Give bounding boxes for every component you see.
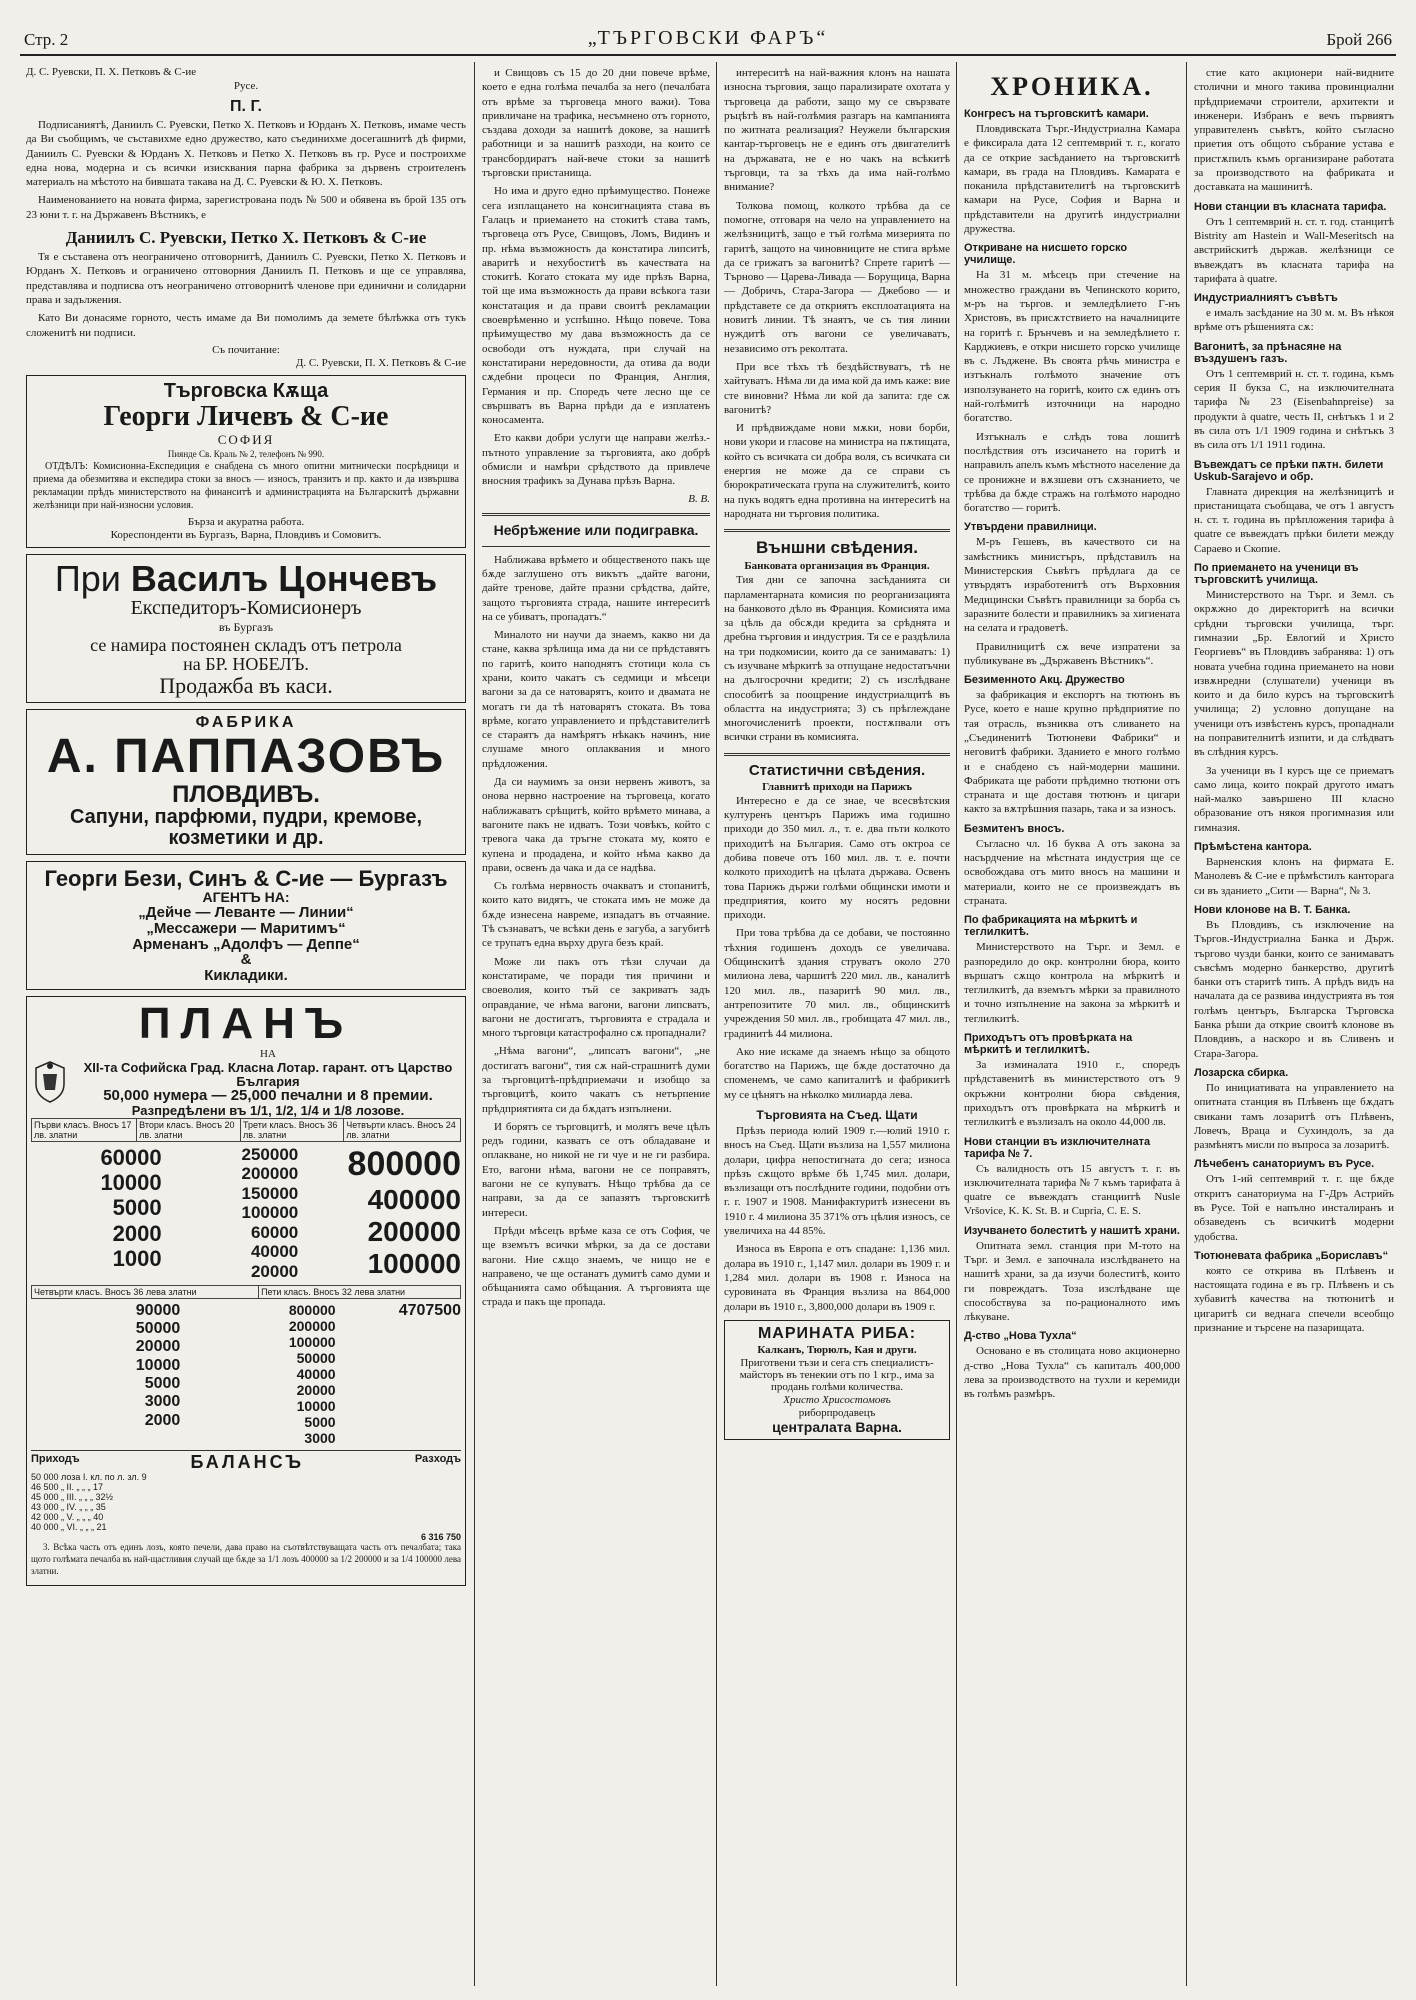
news-heading: Безмитенъ вносъ. [964, 822, 1065, 835]
ad-fish-signature: Христо Хрисостомовъ [783, 1393, 891, 1406]
article-paragraph: При все тѣхъ тѣ бездѣйствуватъ, тѣ не хайтуватъ. Нѣма ли да има кой да имъ каже: вие сте виновни? Нѣма ли кой да запита: где сѫ вагонитѣ? [724, 360, 950, 416]
news-paragraph: Отъ 1 септемврий н. ст. т. година, къмъ серия II букза С, на изключителната тарифа № 23 (Eisenbahnpreise) за продукти à quatre, честь II, снѣтъкъ 1 и 2 въ сила отъ 1/1 1909 година и снѣтъкъ 3 въ сила отъ 1/1 1911 година. [1194, 367, 1394, 452]
lottery-plan [26, 996, 466, 1586]
section-heading: Външни свѣдения. [755, 538, 918, 558]
plan-prize: 400000 [367, 1183, 461, 1215]
news-paragraph: която се открива въ Плѣвенъ и настоящата година е въ гр. Плѣвенъ и съ хубавитѣ качества на тютюнитѣ и цигаритѣ си веднага спечели всеобщо признание и търсене на пазарищата. [1194, 1264, 1394, 1335]
plan-class-cell: Първи класъ. Вносъ 17 лв. златни [32, 1118, 137, 1141]
news-paragraph: По инициативата на управлението на опитната станция въ Плѣвенъ ще бѫдатъ свикани тамъ лозаритѣ отъ Плѣвенъ, Ловечъ, Враца и Сухиндолъ, за да размѣнятъ мисли по въпроса за лозаритѣ. [1194, 1081, 1394, 1152]
plan-prize: 100000 [367, 1248, 461, 1280]
ad-bezi-line: Кикладики. [204, 967, 288, 985]
plan-prize: 20000 [135, 1338, 181, 1356]
news-heading: По приемането на ученици въ търговскитѣ училища. [1194, 562, 1359, 587]
section-divider [482, 546, 710, 547]
news-paragraph: Варненския клонъ на фирмата Е. Манолевъ & С-ие е прѣмѣстилъ канторага си въ зданието „Сити — Варна“, № 3. [1194, 856, 1394, 897]
article-paragraph: „Нѣма вагони“, „липсатъ вагони“, „не достигатъ вагони“, тия сѫ най-страшнитѣ думи за търговцитѣ-прѣдприемачи и изобщо за търговцитѣ, които чакатъ съ нетърпение прѣдприятията си да бѫдатъ изпълнени. [482, 1045, 710, 1115]
balance-row: 43 000 „ IV. „ „ „ 35 [31, 1502, 106, 1513]
plan-prize: 2000 [112, 1220, 162, 1246]
notice-from: Д. С. Руевски, П. Х. Петковъ & С-ие [26, 66, 197, 78]
news-paragraph: Съгласно чл. 16 буква А отъ закона за насърдчение на мѣстната индустрия ще се освобождава отъ мито вносъ на машини и материали, които не се произвеждатъ въ страната. [964, 837, 1180, 907]
article-paragraph: Интересно е да се знае, че всесвѣтския културенъ центъръ Парижъ има годишно приходи до 350 мил. л., т. е. два пъти колкото приходитѣ на България. Само отъ октроа се добива повече отъ 160 мил. лв. т. е. почти колкото приходитѣ на цѣлата държава. Освенъ това Парижъ държи голѣми общински имоти и предприятия, които му носятъ редовни приходи. [724, 794, 950, 922]
ad-tsonchev [26, 554, 466, 703]
plan-prize: 10000 [135, 1356, 181, 1374]
plan-prize: 40000 [250, 1242, 299, 1262]
article-paragraph: Да си наумимъ за онзи нервенъ животъ, за онова нервно настроение на търговеца, когато наближаватъ срѣщитѣ, който врѣмето минава, а вагоните пакъ не идватъ. Този човѣкъ, който с тревога чака да тръгне стоката му, която е купена и продадена, и който нѣма какво да прави, освенъ да чака и да се надѣва. [482, 776, 710, 874]
plan-prize: 5000 [112, 1195, 162, 1221]
news-paragraph: М-ръ Гешевъ, въ качеството си на замѣстникъ министъръ, прѣдставилъ на Министерския Съвѣтъ прѣдлага да се утвърдятъ изработенитѣ отъ Върховния Медицински Съвѣтъ правилници за борба съ заразните болести и правилникъ за хигиената на селата и градоветѣ. [964, 536, 1180, 635]
plan-prize: 20000 [250, 1261, 299, 1281]
news-paragraph: За ученици въ I курсъ ще се приематъ само лица, които покрай другото иматъ най-малко завършено III класно образование отъ някоя прогимназия или гимназия. [1194, 764, 1394, 834]
article-paragraph: Съ голѣма нервность очакватъ и стопанитѣ, които като видятъ, че стоката имъ не може да бѫде изнесена навреме, изпадатъ въ отчаяние. Тѣ съзнаватъ, че всѣки день е загуба, а загубитѣ се трупатъ една върху друга безъ край. [482, 880, 710, 950]
ad-tsonchev-city: въ Бургазъ [218, 620, 274, 635]
plan-line3: Разпредѣлени въ 1/1, 1/2, 1/4 и 1/8 лозове. [131, 1103, 405, 1119]
news-paragraph: Отъ 1-ий септемврий т. г. ще бѫде откритъ санаториума на Г-Дръ Астрийъ въ Русе. Той е напълно инсталиранъ и обзаведенъ съ всичкитѣ модерни удобства. [1194, 1173, 1394, 1243]
ad-tsonchev-text2: на БР. НОБЕЛЪ. [183, 653, 309, 674]
page-header [20, 24, 1396, 56]
news-heading: Утвърдени правилници. [964, 521, 1097, 534]
news-heading: Нови станции въ класната тарифа. [1194, 200, 1387, 213]
ad-pappazov-name: А. ПАППАЗОВЪ [46, 729, 446, 783]
article-subheading: Банковата организация въ Франция. [744, 560, 930, 573]
news-paragraph: Пловдивската Търг.-Индустриална Камара е фиксирала дата 12 септемврий т. г., когато да се открие засѣданието на търговскитѣ камари, въ града на Пловдивъ. Камарата е поканила прѣдставителитѣ на търговскитѣ камари на Русе, София и Варна и прѣдставители на другитѣ индустриални дружества. [964, 123, 1180, 236]
chronicle-title: ХРОНИКА. [990, 72, 1154, 101]
ad-fish-line: Приготвени тъзи и сега стъ специалистъ-майсторъ въ тенекии отъ по 1 кгр., има за продань голѣми количества. [739, 1356, 935, 1393]
news-heading: Изучването болеститѣ у нашитѣ храни. [964, 1224, 1180, 1237]
column-5 [1194, 66, 1394, 1986]
ad-tsonchev-role: Експедиторъ-Комисионеръ [130, 597, 362, 620]
balance-row: 42 000 „ V. „ „ „ 40 [31, 1512, 104, 1523]
plan-top-prize: 800000 [347, 1144, 461, 1183]
notice-place: Русе. [233, 80, 259, 92]
plan-class-cell: Четвърти класъ. Вносъ 24 лв. златни [344, 1118, 461, 1141]
plan-prize: 3000 [144, 1393, 181, 1411]
article-paragraph: Прѣди мѣсецъ врѣме каза се отъ София, че ще вземътъ всички мѣрки, за да се достави вагони. Ние сѫщо знаемъ, че нищо не е направено, че ще останатъ думитѣ само думи и обѣщанията само обѣщания. А търговията ще страда и пакъ ще пропада. [482, 1224, 710, 1309]
balance-income-label: Приходъ [31, 1453, 80, 1466]
balance-row: 46 500 „ II. „ „ „ 17 [31, 1482, 104, 1493]
plan-class-table [31, 1118, 461, 1142]
ad-fish-line: централата Варна. [772, 1418, 902, 1435]
plan-prize: 10000 [100, 1169, 162, 1195]
column-rule [956, 62, 957, 1986]
news-heading: Прѣмѣстена кантора. [1194, 841, 1312, 854]
ad-tsonchev-pri: При [54, 558, 121, 600]
news-heading: Лѣчебенъ санаториумъ въ Русе. [1194, 1158, 1375, 1171]
article-paragraph: Но има и друго едно прѣимущество. Понеже сега изплащането на консигнацията става въ Галацъ и приемането на стокитѣ става тамъ, търговеца отъ Русе, Свищовъ, Ломъ, Видинъ и пр. нѣма възможность да констатира липситѣ, аваритѣ и нехубоститѣ въ качествата на стокитѣ. Когато стоката му иде прѣзъ Варна, той ще има възможность да прави всѣкога тази констатация и да прави своитѣ рекламации своеврѣменно и успѣшно. Нѣщо повече. Това прѣимущество му дава възможность да се освободи отъ нуждата, при случай на констатирани нередовности, да отива да води сѫдебни процеси по Франция, Англия, Германия и пр. Споредъ чете лесно ще се свършватъ въ Варна прѣди да е изплатенъ коносамента. [482, 185, 710, 427]
section-heading: Статистични свѣдения. [748, 761, 926, 779]
news-paragraph: Въ Пловдивъ, съ изключение на Търгов.-Индустриална Банка и Държ. търгово чузди банки, които се занимаватъ съвсѣмъ модерно банкерство, другитѣ банки отъ старитѣ типъ. А прѣдъ видъ на началата да се развива индустрията въ тоя голѣмъ центъръ, Българска Търговска Банка рѣши да открие своитѣ клонове въ Пловдивъ, а наскоро и въ Сливенъ и Стара-Загора. [1194, 918, 1394, 1060]
notice-heading: П. Г. [230, 98, 262, 115]
ad-tsonchev-sale: Продажба въ каси. [159, 672, 333, 698]
news-heading: Лозарска сбирка. [1194, 1066, 1289, 1079]
news-heading: Конгресъ на търговскитѣ камари. [964, 108, 1149, 120]
section-divider [482, 513, 710, 516]
plan-class-cell: Пети класъ. Вносъ 32 лева златни [259, 1285, 461, 1298]
section-divider [724, 753, 950, 756]
section-divider [724, 529, 950, 532]
article-paragraph: Ако ние искаме да знаемъ нѣщо за общото богатство на Парижъ, ще бѫде достаточно да споменемъ, че само капиталитѣ и фабрикитѣ му се цѣнятъ на нѣколко милиарда лева. [724, 1045, 950, 1101]
news-heading: Индустриалниятъ съвѣтъ [1194, 292, 1338, 305]
ad-pappazov-label: ФАБРИКА [195, 713, 297, 731]
ad-bezi-line: „Дейче — Леванте — Линии“ [138, 904, 354, 922]
plan-line1: XII-та Софийска Град. Класна Лотар. гарант. отъ Царство България [83, 1060, 453, 1089]
ad-fish-line: Калканъ, Тюрюлъ, Кая и други. [757, 1343, 917, 1356]
article-subheading: Главнитѣ приходи на Парижъ [762, 780, 912, 793]
plan-prize: 50000 [296, 1349, 336, 1366]
page-number: Стр. 2 [24, 30, 69, 49]
article-signature: В. В. [688, 492, 710, 505]
ad-lichev-address: Пиянде Св. Краль № 2, телефонъ № 990. [167, 449, 325, 460]
issue-number: Брой 266 [1326, 30, 1392, 49]
news-heading: Безименното Акц. Дружество [964, 674, 1125, 687]
ad-fish-title: МАРИНАТА РИБА: [757, 1324, 917, 1342]
plan-total: 4707500 [398, 1301, 461, 1319]
ad-bezi [26, 861, 466, 990]
plan-prize: 250000 [241, 1144, 299, 1164]
news-paragraph: За изминалата 1910 г., споредъ прѣдставенитѣ въ министерството отъ 9 окръжни контролни бюра свѣдения, приходътъ отъ провѣрката на мѣркитѣ и теглилкитѣ е възлизалъ на около 44,000 лв. [964, 1059, 1180, 1129]
plan-line2: 50,000 нумера — 25,000 печални и 8 премии. [103, 1087, 433, 1105]
notice-paragraph: Тя е съставена отъ неограничено отговорнитѣ, Даниилъ С. Руевски, Петко Х. Петковъ и Юрданъ Х. Петковъ и ограничено отговорния Даниилъ П. Петковъ и ще се управлява, представлява и подписва отъ неограничено отговорнитѣ членове при единични и солидарни права и задължения. [26, 251, 466, 306]
news-paragraph: за фабрикация и експортъ на тютюнъ въ Русе, което е наше крупно прѣдприятие по тая отрасль, възниква отъ сливането на „Съединенитѣ Тютюневи Фабрики“ и неговитѣ фабрики. Зданието е много голѣмо и е снабдено съ най-модерни машини. Фабриката ще работи прѣдимно тютюни отъ страната и ще доставя тютюнъ и цигари както за вѫтрѣшния пазарь, така и за износъ. [964, 689, 1180, 816]
coat-of-arms-icon [31, 1060, 69, 1104]
newspaper-title: „ТЪРГОВСКИ ФАРЪ“ [587, 27, 829, 49]
column-rule [474, 62, 475, 1986]
article-paragraph: Миналото ни научи да знаемъ, какво ни да стане, каква зрѣлища има да ни се прѣдставятъ по гаритѣ, които наподнятъ стотици кола съ храни, които чакатъ съ седмици и мѣсеци вагони за да се натоварятъ, които и двамата не могатъ ги да тѣ натоварятъ стоката. Въ това врѣме, когато управлението и прѣдставителитѣ се стараятъ да намѣрятъ нѣкакъ начинъ, ние слушаме много оплаквания и много прѣдложения. [482, 629, 710, 770]
column-2 [482, 66, 710, 1986]
article-paragraph: Прѣзъ периода юлий 1909 г.—юлий 1910 г. вносъ на Съед. Щати възлиза на 1,557 милиона долари, цифра непостигната до сега; износа прѣзъ сѫщото врѣме бѣ 1,745 мил. долари, възлизащи отъ послѣдните години, подобни отъ г. г. 1907 и 1908. Манифактуритѣ изнесени въ 1910 г. 4 милиона 35 371% отъ цѣлия износъ, се увеличиха на 44 85%. [724, 1125, 950, 1238]
news-paragraph: е ималъ засѣдание на 30 м. м. Въ нѣкоя врѣме отъ рѣшенията сѫ: [1194, 307, 1394, 334]
balance-footnote: 3. Всѣка часть отъ единъ лозъ, която печели, дава право на съотвѣтствуващата часть отъ печалбата; така щото голѣмата печалба въ най-щастливия случай ще бѫде за 1/1 лозъ 400000 за 1/2 200000 и за 1/4 100000 лева златни. [31, 1542, 461, 1576]
news-paragraph: Опитната земл. станция при М-тото на Търг. и Земл. е започнала изслѣдването на нашитѣ храни, за да изучи болеститѣ, които ги повреждатъ. Тоза изслѣдване ще способствува за по-рационалното имъ лѣкуване. [964, 1239, 1180, 1324]
plan-class-cell: Втори класъ. Вносъ 20 лв. златни [137, 1118, 241, 1141]
news-heading: Д-ство „Нова Тухла“ [964, 1330, 1077, 1343]
plan-prize: 90000 [135, 1301, 181, 1319]
balance-row: 40 000 „ VI. „ „ „ 21 [31, 1522, 107, 1533]
ad-pappazov-goods: Сапуни, парфюми, пудри, кремове, козметики и др. [69, 806, 422, 850]
plan-prize: 20000 [296, 1381, 336, 1398]
plan-prize: 60000 [100, 1144, 162, 1170]
news-paragraph: Отъ 1 септемврий н. ст. т. год. станцитѣ Bistrity am Hastein и Wall-Meseritsch на австрийскитѣ държав. желѣзници се въвеждатъ въ класната тарифа на тарифата à quatre. [1194, 215, 1394, 285]
notice-signature: Д. С. Руевски, П. Х. Петковъ & С-ие [295, 356, 466, 369]
ad-fish-line: риборпродавецъ [798, 1406, 876, 1419]
plan-prize: 3000 [304, 1430, 336, 1447]
plan-prize: 10000 [296, 1398, 336, 1415]
ad-lichev-text: ОТДѢЛЪ: Комисионна-Експедиция е снабдена съ много опитни митнически посрѣдници и приема да обезмитява и експедира стоки за вносъ — износъ, транзитъ и пр. както и да извършва рекламации прѣдъ министерството на финанситѣ и администрацията на Българскитѣ държавни желѣзници при най-износни условия. [33, 461, 459, 512]
ad-lichev [26, 375, 466, 548]
news-paragraph: Министерството на Търг. и Земл. съ окрѫжно до директоритѣ на всички срѣдни търговски училища, търг. гимназии „Бр. Евлогий и Христо Георгиевъ“ въ Пловдивъ забранява: 1) отъ новата учебна година приемането на нови извѫнредни (слушатели) ученици въ които и да било курсъ на търговскитѣ училища; 2) условно допущане на ученици отъ извѣстенъ курсъ, пропаднали на поправителнитѣ изпити, и да слѣдватъ въ слѣдния курсъ. [1194, 589, 1394, 759]
news-paragraph: Съ валидность отъ 15 августъ т. г. въ изключителната тарифа № 7 къмъ тарифата à quatre се въвеждатъ станциитѣ Nusle Vršovice, K. K. St. B. и Cupria, C. E. S. [964, 1162, 1180, 1218]
plan-prize: 2000 [144, 1411, 181, 1429]
news-paragraph: На 31 м. мѣсецъ при стечение на множество граждани въ Чепинското корито, м-ръ на търгов. и земледѣлието Г-нъ Христовъ, въ присѫтствието на началниците на горитѣ г. Брънчевъ и на земледѣлието г. Карджиевъ, е откри нисшето горско училище въ с. Лъджене. Въ своята рѣчь министра е изтъкналъ голѣмото значение отъ използуването на горитѣ, които сѫ единъ отъ най-голѣмитѣ източници на народно богатство. [964, 269, 1180, 425]
article-paragraph: и Свищовъ съ 15 до 20 дни повече врѣме, което е една голѣма печалба за него (печалбата отъ врѣме за търговеца много важи). Това привличане на трафика, несъмнено отъ горното, създава доходи за нашитѣ докове, за нашитѣ работници и за нашитѣ разходи, на които се трансбордиратъ най-вече стоки за нашитѣ търговски пристанища. [482, 67, 710, 180]
ad-lichev-name: Георги Личевъ & С-ие [103, 400, 389, 432]
notice-regards: Съ почитание: [212, 343, 280, 356]
ad-bezi-line: „Мессажери — Маритимъ“ [146, 919, 346, 937]
plan-title: ПЛАНЪ [138, 998, 354, 1048]
notice-paragraph: Като Ви донасяме горното, честь имаме да Ви помолимъ да земете бѣлѣжка отъ тукъ сложенитѣ ни подписи. [26, 312, 466, 339]
news-heading: Откриване на нисшето горско училище. [964, 242, 1128, 267]
article-paragraph: Износа въ Европа е отъ спадане: 1,136 мил. долара въ 1910 г., 1,147 мил. долари въ 1909 г. и 1,284 мил. долари въ 1908 г. Износа на суровината въ Франция възлиза на 864,000 долари въ 1910 г., 3,800,000 долари въ 1909 г. [724, 1243, 950, 1313]
ad-bezi-amp: & [240, 951, 252, 969]
ad-pappazov-city: ПЛОВДИВЪ. [172, 781, 320, 809]
ad-bezi-agent: АГЕНТЪ НА: [202, 889, 290, 906]
article-paragraph: Може ли пакъ отъ тѣзи случаи да констатираме, че поради тия причини и своеволия, които тъй се закриватъ задъ оправдание, че нѣма вагони, вагони липсватъ, вагони не достигатъ, търговията е страдала и много търговци катастрофално сѫ пропаднали? [482, 955, 710, 1040]
article-paragraph: Наближава врѣмето и общественото пакъ ще бѫде заглушено отъ викътъ „дайте вагони, дайте тренове, дайте празни срѣдства, дайте, защото търговията страда, нашите интереситѣ на се убиватъ, пропадатъ.“ [482, 553, 710, 623]
ad-pappazov [26, 709, 466, 855]
news-heading: Въвеждатъ се прѣки пѫтн. билети Uskub-Sarajevo и обр. [1194, 458, 1384, 483]
notice-paragraph: Наименованието на новата фирма, зарегистрована подъ № 500 и обявена въ брой 135 отъ 23 юни т. г. на Държавенъ Вѣстникъ, е [26, 194, 466, 221]
plan-prize: 150000 [241, 1183, 299, 1203]
news-paragraph: Изтъкналъ е слѣдъ това лошитѣ послѣдствия отъ изсичането на горитѣ и направилъ апелъ къмъ мѣстното население да се пронижне и вѫзшеви отъ сѫзнанието, че трѣбва да бѫде стражъ на голѣмото народно богатство — горитѣ. [964, 430, 1180, 515]
ad-tsonchev-name: Василъ Цончевъ [130, 558, 438, 600]
plan-prize: 60000 [250, 1222, 299, 1242]
balance-sum: 6 316 750 [420, 1532, 461, 1543]
column-3 [724, 66, 950, 1986]
ad-lichev-city: СОФИЯ [217, 432, 275, 448]
news-heading: Нови станции въ изключителната тарифа № 7. [964, 1135, 1151, 1160]
plan-prize: 5000 [304, 1414, 336, 1431]
article-paragraph: Ето какви добри услуги ще направи желѣз.-пътното управление за търговията, ако добрѣ обмисли и намѣри срѣдството да привлече вносния трафикъ за Дунава прѣзъ Варна. [482, 432, 710, 488]
article-paragraph: интереситѣ на най-важния клонъ на нашата износна търговия, защо парализирате охотата у търговеца да работи, защо му се свързвате ръцѣтѣ въ най-голѣмия разгаръ на кампанията по житната реализация? Неужели българския кантар-търговецъ не е единъ отъ двигателитѣ на държавата, не е но чакъ на всѣкитѣ търговци, та за тѣхъ да има най-голѣмо внимание? [724, 67, 950, 194]
news-heading: Нови клонове на В. Т. Банка. [1194, 903, 1351, 916]
ad-tsonchev-text1: се намира постоянен складъ отъ петрола [90, 635, 402, 656]
article-paragraph: И борятъ се търговцитѣ, и молятъ вече цѣлъ редъ години, казватъ се отъ обладаване и оплакване, но никой не ги чуе и не ги разбира. Ето, вагони нѣма, вагони не се поправятъ, вагони не се купуватъ. Нѣщо трѣбва да се направи, за да се запазятъ търговскитѣ интереси. [482, 1120, 710, 1219]
plan-prize: 1000 [112, 1245, 162, 1271]
news-paragraph: Главната дирекция на желѣзницитѣ и пристанищата съобщава, че отъ 1 августъ н. ст. т. година въ прѣпложения тарифа à quatre се въвеждатъ прѣки билети между Сараево и Скопие. [1194, 485, 1394, 555]
news-heading: По фабрикацията на мѣркитѣ и теглилкитѣ. [964, 914, 1138, 939]
ad-lichev-corr: Кореспонденти въ Бургазъ, Варна, Пловдивъ и Сомовитъ. [110, 529, 382, 542]
news-heading: Вагонитѣ, за прѣнасяне на въздушенъ газъ. [1194, 340, 1342, 365]
ad-marinated-fish [724, 1320, 950, 1440]
news-heading: Приходътъ отъ провѣрката на мѣркитѣ и теглилкитѣ. [964, 1032, 1133, 1057]
plan-class-cell: Четвърти класъ. Вносъ 36 лева златни [32, 1285, 259, 1298]
balance-row: 50 000 лоза I. кл. по л. зл. 9 [31, 1472, 147, 1483]
article-paragraph: При това трѣбва да се добави, че постоянно тѣхния годишенъ доходъ се увеличава. Общинскитѣ здания струватъ около 270 милиона лева, чаршитѣ 220 мил. лв., каналитѣ 120 мил. лв., пазаритѣ 90 мил. лв., антрепозитите 70 мил. лв., общинскитѣ учреждения 50 мил. лв., гробищата 47 мил. лв., градинитѣ 44 милиона. [724, 927, 950, 1040]
balance-row: 45 000 „ III. „ „ „ 32½ [31, 1492, 114, 1503]
plan-prize: 100000 [241, 1203, 299, 1223]
news-paragraph: стие като акционери най-видните столични и много такива провинциални прѣдприемачи строители, архитекти и инженери. Избранъ е вечъ първиятъ управителенъ съвѣтъ, който съгласно приетия отъ общото събрание устава е пристѫпилъ къмъ организиране работата за производството на фабриката и доставката на машинитѣ. [1194, 67, 1394, 194]
plan-class-table [31, 1285, 461, 1299]
column-chronicle [964, 66, 1180, 1986]
notice-paragraph: Подписаниятѣ, Даниилъ С. Руевски, Петко Х. Петковъ и Юрданъ Х. Петковъ, имаме честь да Ви съобщимъ, че съставихме едно дружество, като съединихме досегашнитѣ дѣ фирми, Даниилъ С. Руевски & Юрданъ Х. Петковъ и Петко Х. Петковъ въ гр. Русе и построихме една нова, модерна и съ всички изисквания парна фабрика за дървенъ строителенъ материалъ на мѣстото на бившата такава на Д. С. Руевски & Ю. Х. Петковъ. [26, 119, 466, 189]
plan-prize: 40000 [296, 1365, 336, 1382]
plan-prize: 100000 [288, 1333, 336, 1350]
ad-bezi-name: Георги Бези, Синъ & С-ие — Бургазъ [44, 866, 448, 892]
ad-bezi-line: Арменанъ „Адолфъ — Деппе“ [132, 935, 360, 953]
news-paragraph: Основано е въ столицата ново акционерно д-ство „Нова Тухла“ съ капиталъ 400,000 лева за производството на тухли и керемиди въ голѣмъ размѣръ. [964, 1345, 1180, 1401]
ad-lichev-kashta: Търговска Кѫща [163, 379, 329, 402]
ad-lichev-fast: Бърза и акуратна работа. [187, 516, 305, 529]
plan-prize: 200000 [241, 1164, 299, 1184]
column-rule [716, 62, 717, 1986]
news-paragraph: Министерството на Търг. и Земл. е разпоредило до окр. контролни бюра, които вършатъ сѫщо контрола на мѣркитѣ и теглилкитѣ, да вземътъ мѣрки за правилното и точно изпълнение на закона за мѣркитѣ и теглилкитѣ. [964, 941, 1180, 1025]
plan-na: НА [260, 1048, 276, 1061]
news-heading: Тютюневата фабрика „Бориславъ“ [1194, 1249, 1389, 1262]
plan-prize: 200000 [288, 1317, 336, 1334]
plan-prize: 200000 [367, 1215, 461, 1247]
article-heading: Небрѣжение или подигравка. [493, 521, 699, 538]
article-paragraph: И прѣдвиждаме нови мѫки, нови борби, нови укори и гласове на министра на пѫтищата, който съ всичката си добра воля, съ всичката си енергия не може да се справи съ бюрократическата група на служителитѣ, които на пукъ водятъ една противна на интереситѣ на народната ни търговия политика. [724, 422, 950, 520]
article-heading: Търговията на Съед. Щати [756, 1108, 918, 1122]
plan-class-cell: Трети класъ. Вносъ 36 лв. златни [241, 1118, 344, 1141]
article-paragraph: Тия дни се започна засѣданията си парламентарната комисия по реорганизацията на банковото дѣло въ Франция. Комисията има за цѣль да обсѫди кредита за срѣднята и дребна търговия и индустрия. Тя се е раздѣлила на три подкомисии, които да се занимаватъ: 1) съ изучване мѣркитѣ за отпущане недостатъчни на дългосрочни кредити; 2) съ изслѣдване способитѣ за поощрение индустриалцитѣ въ областта на индустрията; 3) съ прѣглеждане многочисленитѣ проекти, постѫпвали отъ всички страни въ комисията. [724, 574, 950, 744]
column-ads [26, 66, 466, 1986]
balance-expense-label: Разходъ [414, 1453, 461, 1466]
news-paragraph: Правилницитѣ сѫ вече изпратени за публикуване въ „Държавенъ Вѣстникъ“. [964, 640, 1180, 667]
article-paragraph: Толкова помощ, колкото трѣбва да се помогне, отговаря на чело на управлението на желѣзницитѣ, защо е тъй голѣма мизерията по гаритѣ, защото на чиновниците не стига врѣме да се грижатъ за вагонитѣ? Спрете гаритѣ — Търново — Царева-Ливада — Борущица, Варна — Добричъ, Стара-Загора — Джебово — и прѣдставете се да откриятъ експлоатацията на новитѣ линии. Тѣ знаятъ, че съ тия линии нуждитѣ отъ вагони се увеличаватъ, независимо отъ реколтата. [724, 199, 950, 355]
balance-title: БАЛАНСЪ [190, 1452, 304, 1473]
plan-prize: 50000 [135, 1319, 181, 1337]
plan-prize: 5000 [144, 1375, 181, 1393]
column-rule [1186, 62, 1187, 1986]
notice-firm-name: Даниилъ С. Руевски, Петко Х. Петковъ & С-ие [65, 228, 427, 248]
plan-prize: 800000 [288, 1301, 336, 1318]
